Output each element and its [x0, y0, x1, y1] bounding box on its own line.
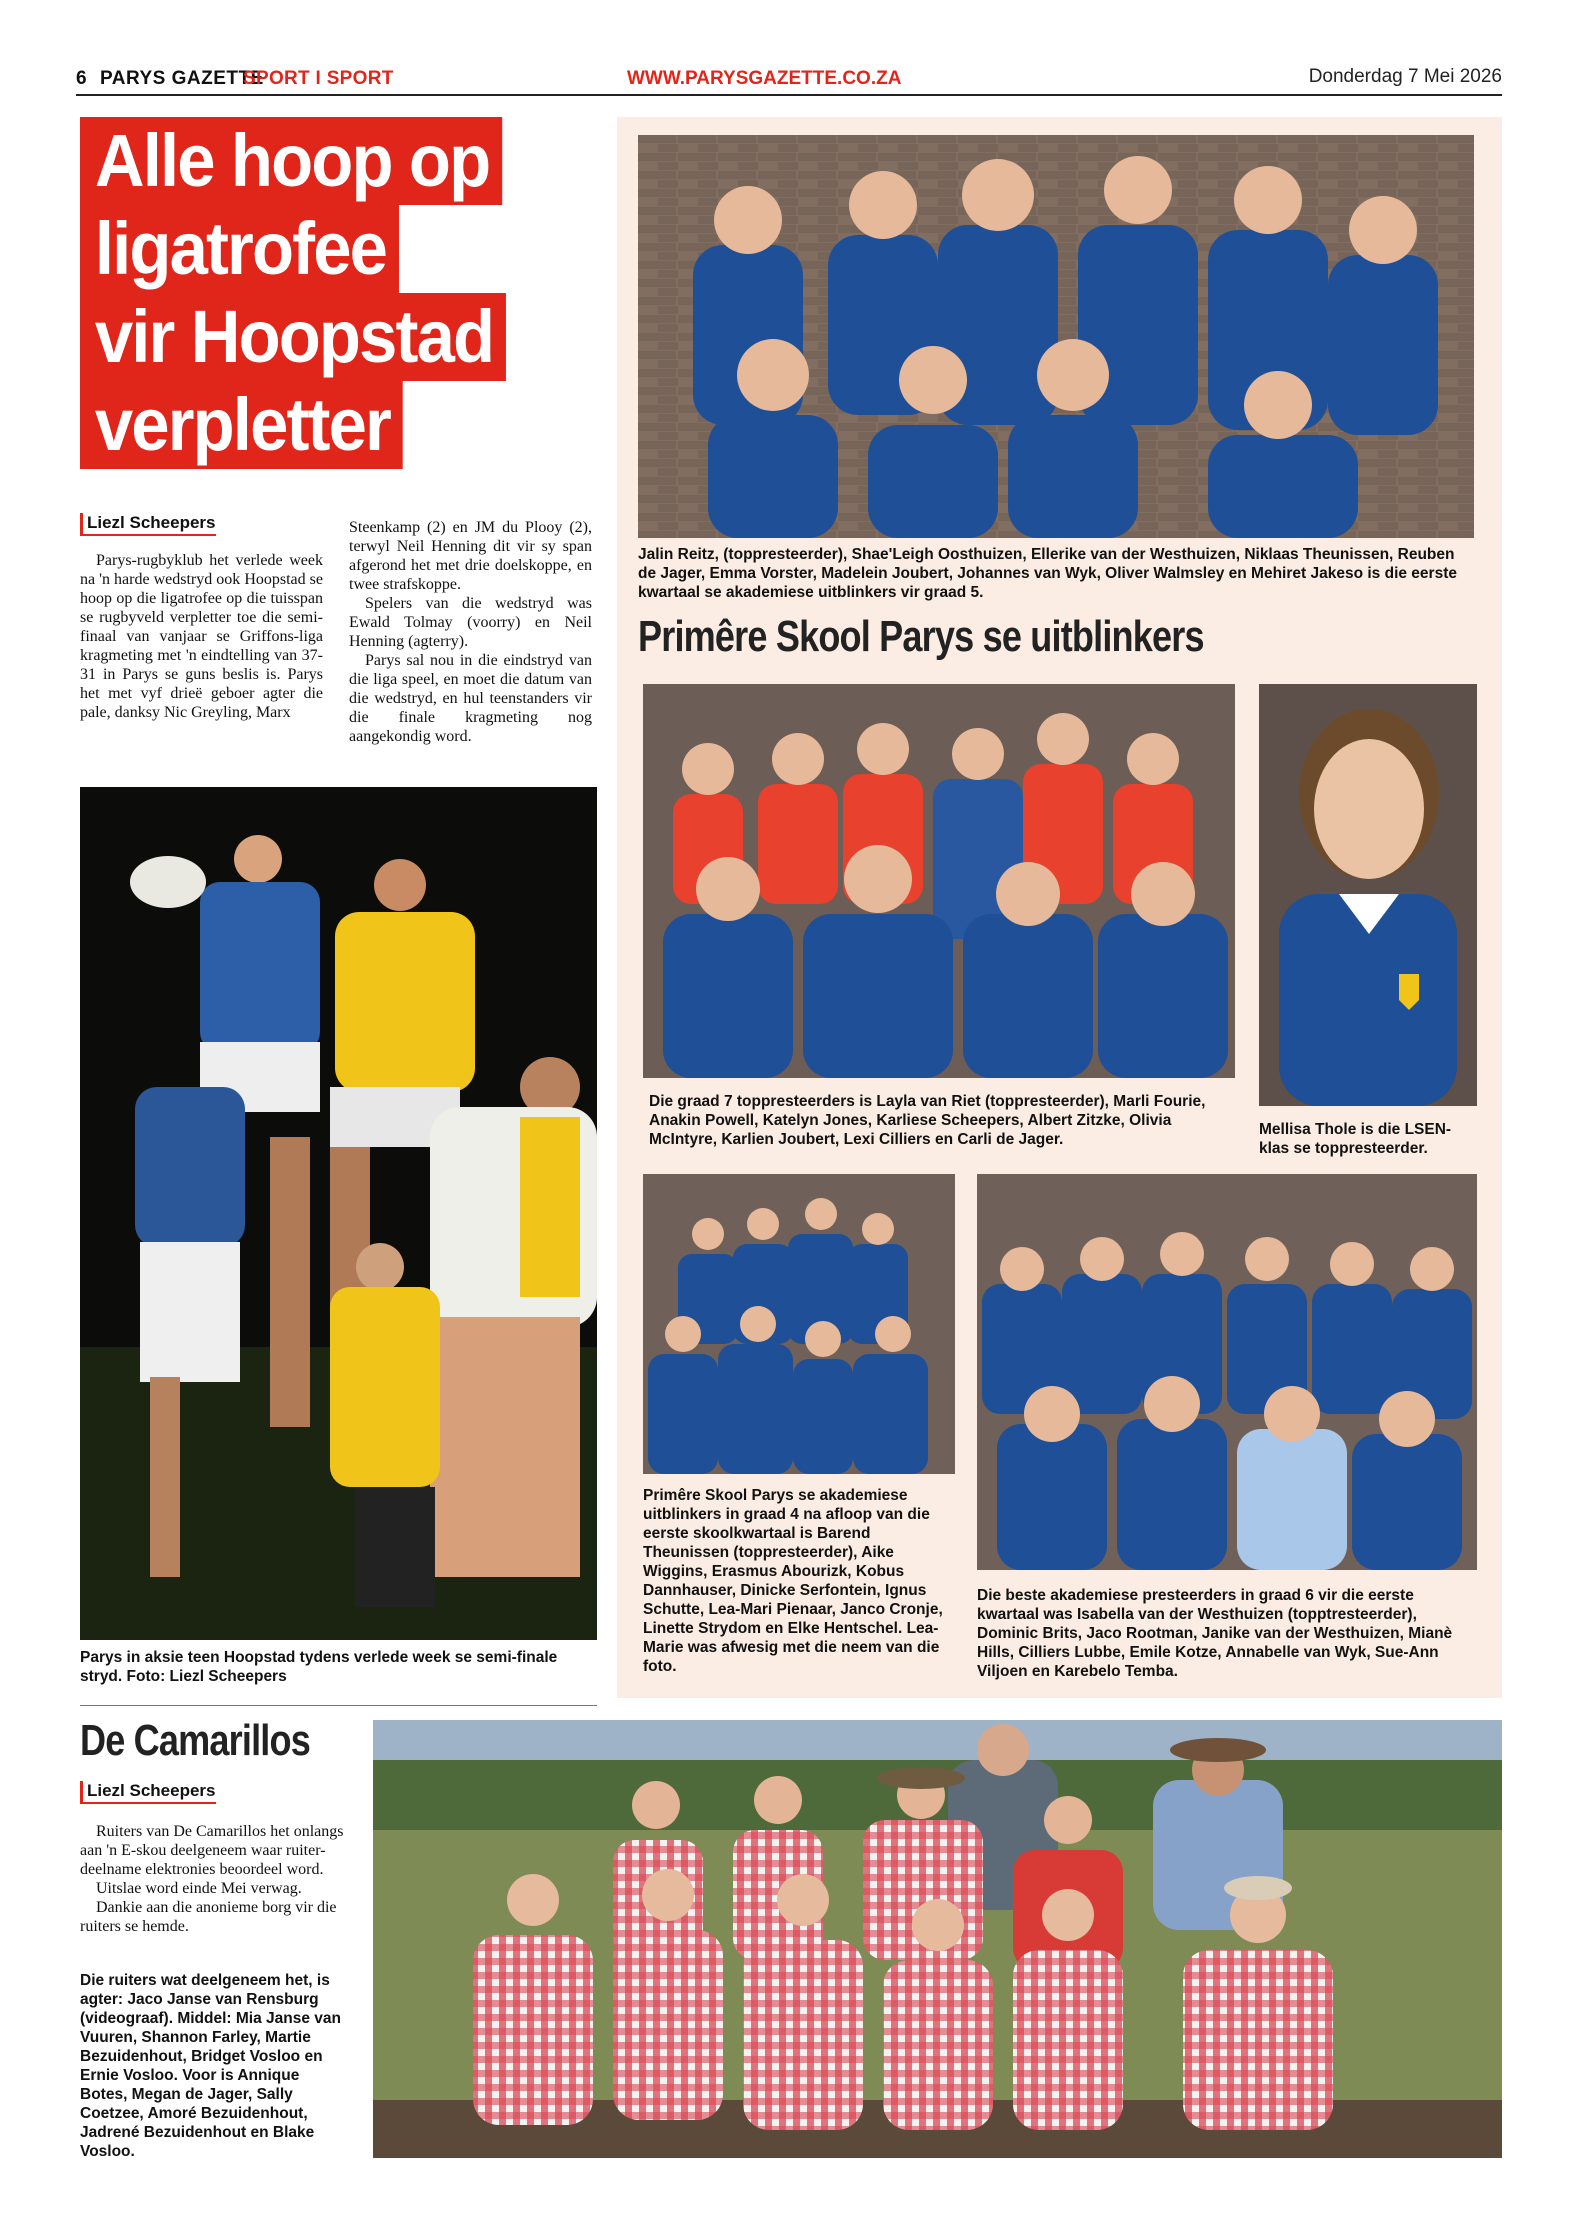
- school-section-title: Primêre Skool Parys se uitblinkers: [638, 612, 1204, 661]
- paragraph: Steenkamp (2) en JM du Plooy (2), terwyl Neil Henning dit vir sy span afgerond het met drie doelskoppe, en twee strafskoppe.: [349, 519, 592, 593]
- paragraph: Dankie aan die anonieme borg vir die ruiters se hemde.: [80, 1899, 337, 1935]
- rugby-photo-caption: Parys in aksie teen Hoopstad tydens verlede week se semi-finale stryd. Foto: Liezl Scheepers: [80, 1649, 558, 1685]
- grade7-caption: Die graad 7 toppresteerders is Layla van Riet (toppresteerder), Marli Fourie, Anakin Powell, Katelyn Jones, Karliese Scheepers, Albert Zitzke, Olivia McIntyre, Karlien Joubert, Lexi Cilliers en Carli de Jager.: [649, 1093, 1206, 1148]
- rugby-body-col1: [80, 551, 323, 722]
- section-divider: [80, 1705, 597, 1706]
- lsen-caption: Mellisa Thole is die LSEN-klas se toppresteerder.: [1259, 1121, 1452, 1157]
- grade5-group-photo: [638, 135, 1474, 538]
- paragraph: Parys-rugbyklub het verlede week na 'n harde wedstryd ook Hoopstad se hoop op die ligatrofee op die tuisspan se rugbyveld verpletter toe die semi-finaal van vanjaar se Griffons-liga kragmeting met 'n eindtelling van 37-31 in Parys se guns beslis is. Parys het met vyf drieë geboer agter die pale, danksy Nic Greyling, Marx: [80, 552, 323, 721]
- page-header: [76, 64, 1502, 96]
- grade7-group-photo: [643, 684, 1235, 1078]
- rugby-byline: Liezl Scheepers: [80, 513, 216, 536]
- lsen-portrait-photo: [1259, 684, 1477, 1106]
- grade4-caption: Primêre Skool Parys se akademiese uitblinkers in graad 4 na afloop van die eerste skoolkwartaal is Barend Theunissen (toppresteerder), Aike Wiggins, Erasmus Abourizk, Kobus Dannhauser, Dinicke Serfontein, Ignus Schutte, Lea-Mari Pienaar, Janco Cronje, Linette Strydom en Elke Hentschel. Lea-Marie was afwesig met die neem van die foto.: [643, 1487, 943, 1675]
- paragraph: Uitslae word einde Mei verwag.: [96, 1880, 302, 1897]
- grade4-group-photo: [643, 1174, 955, 1474]
- issue-date: Donderdag 7 Mei 2026: [1308, 66, 1502, 87]
- paragraph: Parys sal nou in die eindstryd van die liga speel, en moet die datum van die wedstryd, en hul teenstanders vir die finale kragmeting nog aangekondig word.: [349, 652, 592, 745]
- camarillos-body: [80, 1822, 355, 1936]
- publication-name: PARYS GAZETTE: [100, 68, 264, 89]
- camarillos-byline: Liezl Scheepers: [80, 1781, 216, 1804]
- headline-line: verpletter: [80, 381, 403, 469]
- camarillos-caption: Die ruiters wat deelgeneem het, is agter: Jaco Janse van Rensburg (videograaf). Middel: Mia Janse van Vuuren, Shannon Farley, Martie Bezuidenhout, Bridget Vosloo en Ernie Vosloo. Voor is Annique Botes, Megan de Jager, Sally Coetzee, Amoré Bezuidenhout, Jadrené Bezuidenhout en Blake Vosloo.: [80, 1972, 341, 2160]
- headline-line: ligatrofee: [80, 205, 399, 293]
- rugby-action-photo: [80, 787, 597, 1640]
- page-number: 6: [76, 68, 87, 89]
- camarillos-riders-photo: [373, 1720, 1502, 2158]
- camarillos-title: De Camarillos: [80, 1716, 310, 1765]
- website-link[interactable]: WWW.PARYSGAZETTE.CO.ZA: [627, 68, 902, 89]
- headline-line: vir Hoopstad: [80, 293, 506, 381]
- rugby-body-col2: [349, 518, 592, 746]
- grade5-caption: Jalin Reitz, (toppresteerder), Shae'Leigh Oosthuizen, Ellerike van der Westhuizen, Niklaas Theunissen, Reuben de Jager, Emma Vorster, Madelein Joubert, Johannes van Wyk, Oliver Walmsley en Mehiret Jakeso is die eerste kwartaal se akademiese uitblinkers vir graad 5.: [638, 546, 1457, 601]
- headline-line: Alle hoop op: [80, 117, 502, 205]
- paragraph: Ruiters van De Camarillos het onlangs aan 'n E-skou deelgeneem waar ruiter-deelname elektronies beoordeel word.: [80, 1823, 344, 1878]
- paragraph: Spelers van die wedstryd was Ewald Tolmay (voorry) en Neil Henning (agterry).: [349, 595, 592, 650]
- grade6-caption: Die beste akademiese presteerders in graad 6 vir die eerste kwartaal was Isabella van der Westhuizen (topptresteerder), Dominic Brits, Jaco Rootman, Janike van der Westhuizen, Mianè Hills, Cilliers Lubbe, Emile Kotze, Annabelle van Wyk, Sue-Ann Viljoen en Karebelo Temba.: [977, 1587, 1453, 1680]
- grade6-group-photo: [977, 1174, 1477, 1570]
- rugby-headline: [80, 117, 590, 499]
- section-label: SPORT I SPORT: [243, 68, 394, 89]
